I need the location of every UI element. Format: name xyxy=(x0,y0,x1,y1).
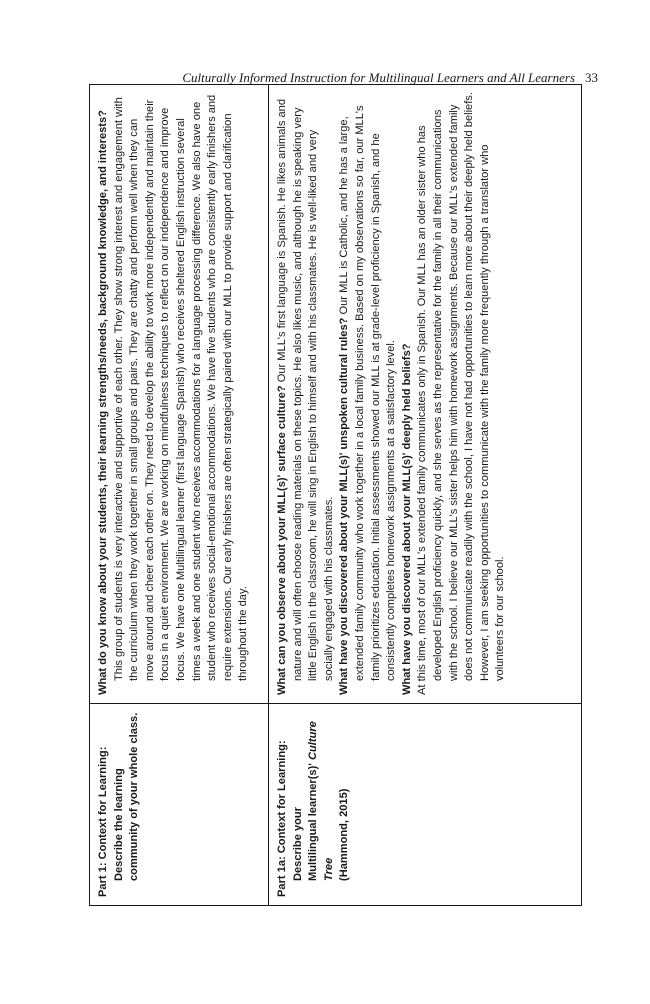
row-label-part1a: Part 1a: Context for Learning: Describe your Multilingual learner(s)' Culture Tree (Hammond, 2015) xyxy=(269,704,582,906)
paragraph xyxy=(400,92,416,695)
answer: Our MLL is Catholic, and he has a large, extended family community who work together in a local family business. Based on my observations so far, our MLL's family prioritizes education. Initial assessments showed our MLL is at grade-level proficiency in Spanish, and he consistently completes homework assignments at a satisfactory level. xyxy=(338,105,398,681)
answer: This group of students is very interactive and supportive of each other. They show strong interest and engagement with the curriculum when they work together in small groups and pairs. They are chatty and perform well when they can move around and cheer each other on. They need to develop the ability to work more independently and maintain their focus in a quiet environment. We are working on mindfulness techniques to reflect on our independence and improve focus. We have one Multilingual learner (first language Spanish) who receives sheltered English instruction several times a week and one student who receives accommodations for a language processing difference. We also have one student who receives social-emotional accommodations. We have five students who are consistently early finishers and require extensions. Our early finishers are often strategically paired with our MLL to provide support and clarification throughout the day. xyxy=(112,94,250,681)
table-row xyxy=(90,85,269,906)
row-label-part1: Part 1: Context for Learning: Describe the learning community of your whole class. xyxy=(90,704,269,906)
page-number: 33 xyxy=(585,70,598,85)
running-title: Culturally Informed Instruction for Multilingual Learners and All Learners xyxy=(182,70,575,85)
paragraph xyxy=(415,92,509,695)
question: What can you observe about your MLL(s)' surface culture? xyxy=(276,385,288,695)
paragraph xyxy=(337,92,399,695)
rotated-table-frame xyxy=(89,92,581,906)
answer: At this time, most of our MLL's extended family communicates only in Spanish. Our MLL has an older sister who has developed English proficiency quickly, and she serves as the representative for the family in all their communications with the school. I believe our MLL's sister helps him with homework assignments. Because our MLL's extended family does not communicate readily with the school, I have not had opportunities to learn more about their deeply held beliefs. However, I am seeking opportunities to communicate with the family more frequently through a translator who volunteers for our school. xyxy=(416,92,507,695)
row-content-part1a xyxy=(269,85,582,704)
paragraph xyxy=(96,92,252,695)
paragraph xyxy=(275,92,337,695)
row-content-part1 xyxy=(90,85,269,704)
table-row xyxy=(269,85,582,906)
question: What have you discovered about your MLL(s)' deeply held beliefs? xyxy=(400,343,413,695)
rotated-table xyxy=(89,92,581,906)
answer: Our MLL's first language is Spanish. He likes animals and nature and will often choose reading materials on these topics. He also likes music, and although he is speaking very little English in the classroom, he will sing in English to himself and with his classmates. He is well-liked and very socially engaged with his classmates. xyxy=(276,98,335,681)
question: What have you discovered about your MLL(s)' unspoken cultural rules? xyxy=(338,317,351,695)
question: What do you know about your students, their learning strengths/needs, background knowledge, and interests? xyxy=(97,110,109,695)
planning-table xyxy=(89,84,582,906)
